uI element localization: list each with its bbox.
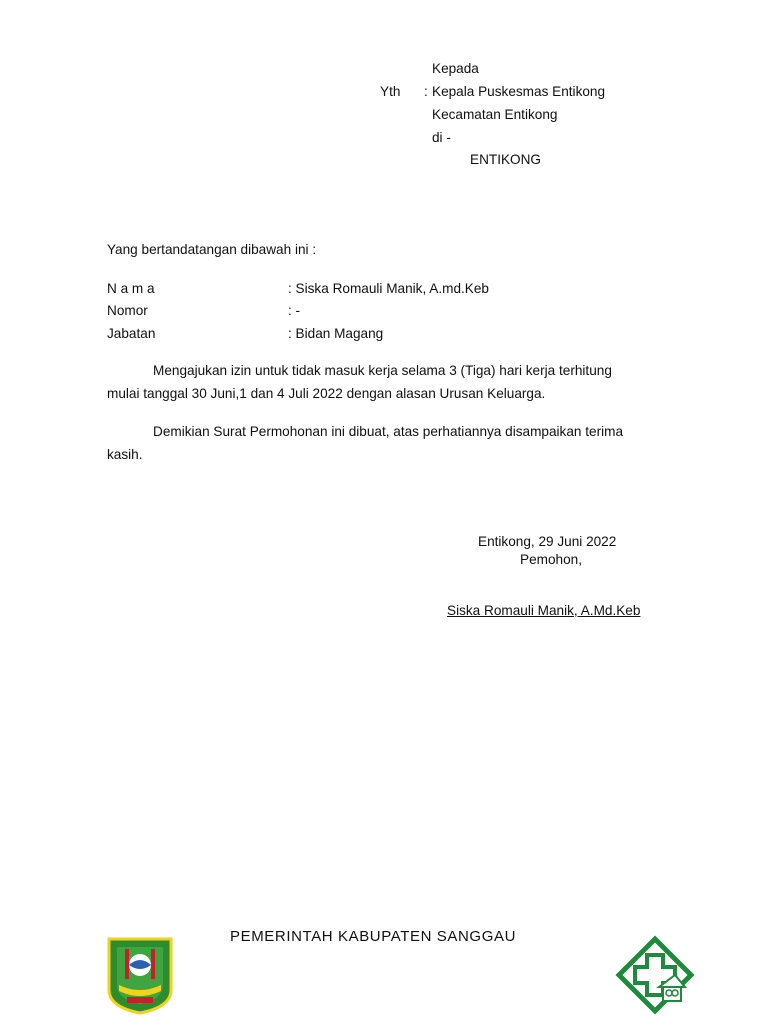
- recipient-colon: :: [424, 84, 428, 99]
- field-label-jabatan: Jabatan: [107, 326, 156, 341]
- recipient-line4: ENTIKONG: [470, 152, 541, 167]
- signature-role: Pemohon,: [520, 552, 582, 567]
- field-value-nama: : Siska Romauli Manik, A.md.Keb: [288, 281, 489, 296]
- recipient-line2: Kecamatan Entikong: [432, 107, 558, 122]
- regency-emblem-icon: [105, 935, 175, 1015]
- recipient-kepada: Kepada: [432, 61, 479, 76]
- intro-text: Yang bertandatangan dibawah ini :: [107, 242, 317, 257]
- signature-place-date: Entikong, 29 Juni 2022: [478, 534, 617, 549]
- field-label-nama: N a m a: [107, 281, 155, 296]
- puskesmas-logo-icon: [615, 935, 695, 1015]
- recipient-line1: Kepala Puskesmas Entikong: [432, 84, 606, 99]
- field-value-jabatan: : Bidan Magang: [288, 326, 384, 341]
- signature-name: Siska Romauli Manik, A.Md.Keb: [447, 603, 641, 618]
- body-p1-line1: Mengajukan izin untuk tidak masuk kerja selama 3 (Tiga) hari kerja terhitung: [153, 363, 612, 378]
- body-p1-line2: mulai tanggal 30 Juni,1 dan 4 Juli 2022 dengan alasan Urusan Keluarga.: [107, 386, 546, 401]
- body-p2-line2: kasih.: [107, 447, 143, 462]
- field-label-nomor: Nomor: [107, 303, 148, 318]
- recipient-yth-label: Yth: [380, 84, 401, 99]
- field-value-nomor: : -: [288, 303, 301, 318]
- body-p2-line1: Demikian Surat Permohonan ini dibuat, atas perhatiannya disampaikan terima: [153, 424, 623, 439]
- recipient-line3: di -: [432, 130, 451, 145]
- next-page-header-title: PEMERINTAH KABUPATEN SANGGAU: [230, 928, 517, 945]
